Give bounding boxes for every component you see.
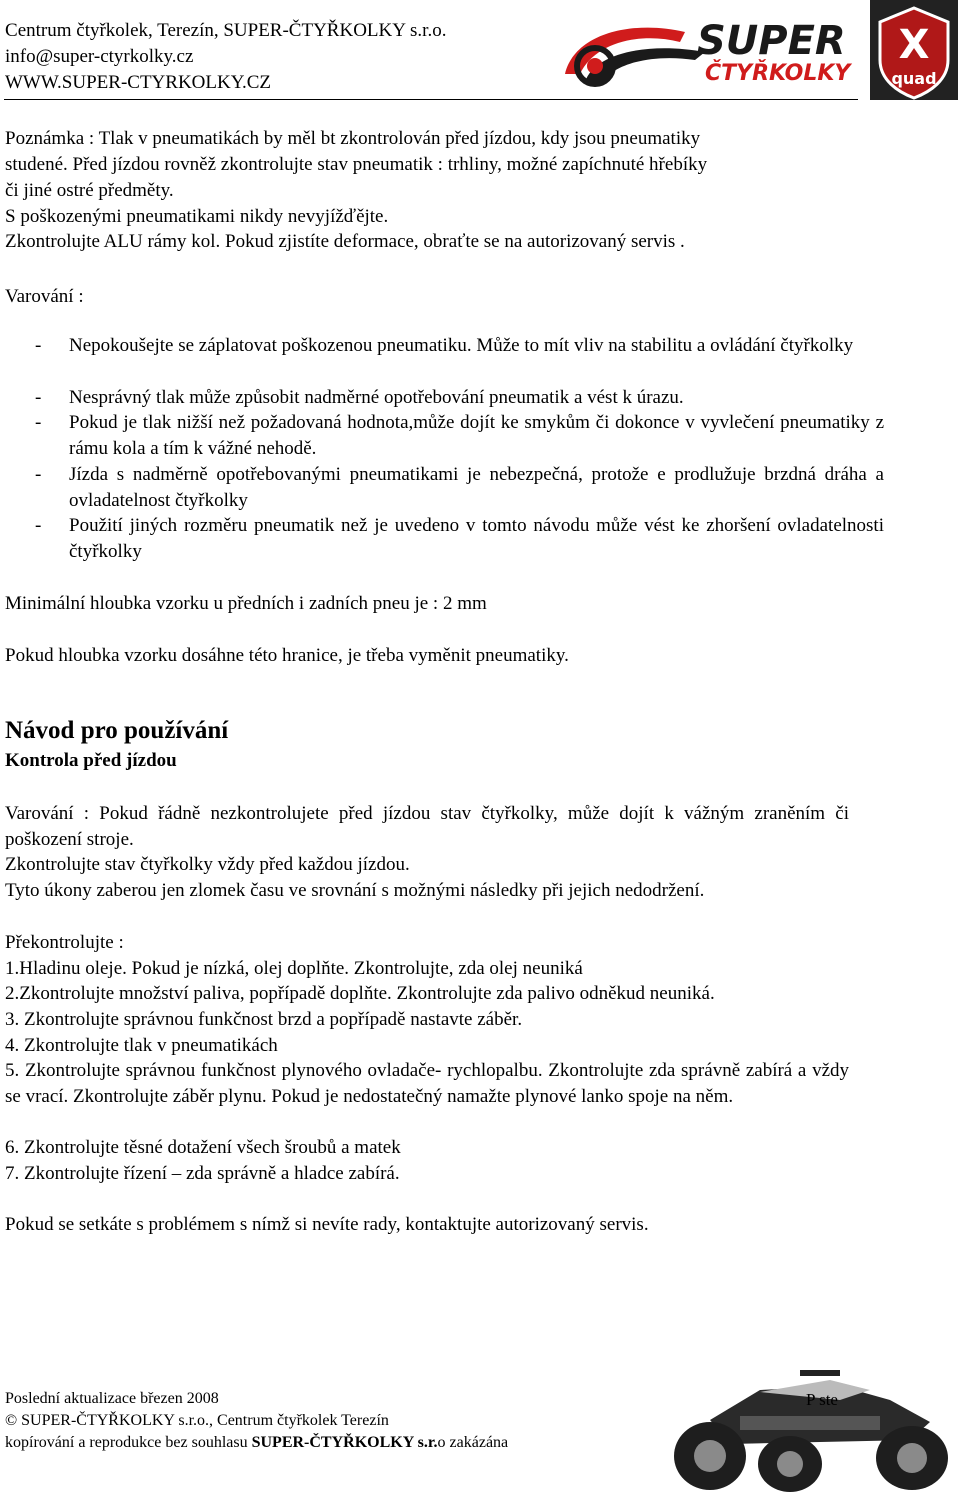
check-item: 6. Zkontrolujte těsné dotažení všech šroubů a matek [5,1137,401,1158]
manual-time-note: Tyto úkony zaberou jen zlomek času ve srovnání s možnými následky při jejich nedodržení. [5,880,705,901]
note-line-5: Zkontrolujte ALU rámy kol. Pokud zjistíte deformace, obraťte se na autorizovaný servis . [5,231,685,252]
page-mark: P ste [806,1390,838,1409]
check-item: 3. Zkontrolujte správnou funkčnost brzd a popřípadě nastavte záběr. [5,1009,523,1030]
bullet-text: Pokud je tlak nižší než požadovaná hodnota,může dojít ke smykům či dokonce v vyvlečení pneumatiky z rámu kola a tím k vážné nehodě. [69,412,884,459]
header-contact [5,18,446,96]
check-item: 7. Zkontrolujte řízení – zda správně a hladce zabírá. [5,1163,400,1184]
super-ctyrkolky-logo [555,2,860,98]
email-link[interactable]: info@super-ctyrkolky.cz [5,46,194,67]
contact-service: Pokud se setkáte s problémem s nímž si nevíte rady, kontaktujte autorizovaný servis. [5,1214,649,1235]
badge-text: quad [891,69,937,88]
badge-letter: X [898,22,930,68]
company-initial: C [5,20,18,41]
copy-bold: SUPER-ČTYŘKOLKY s.r. [251,1434,438,1451]
manual-title: Návod pro používání [5,717,229,744]
bullet-text: Jízda s nadměrně opotřebovanými pneumatikami je nebezpečná, protože e prodlužuje brzdná dráha a ovladatelnost čtyřkolky [69,464,884,511]
check-item: 2.Zkontrolujte množství paliva, popřípadě doplňte. Zkontrolujte zda palivo odněkud neuniká. [5,983,715,1004]
warning-label: Varování : [5,286,84,307]
note-line-1: Poznámka : Tlak v pneumatikách by měl bt zkontrolován před jízdou, kdy jsou pneumatiky [5,128,701,149]
copy-prefix: kopírování a reprodukce bez souhlasu [5,1434,252,1451]
logo-text-super: SUPER [697,18,846,64]
recheck-label: Překontrolujte : [5,932,124,953]
bullet-dash: - [35,464,42,485]
company-name: entrum čtyřkolek, Terezín, SUPER-ČTYŘKOLKY s.r.o. [17,20,447,41]
bullet-dash: - [35,335,42,356]
note-line-2: studené. Před jízdou rovněž zkontrolujte stav pneumatik : trhliny, možné zapíchnuté hřebíky [5,154,708,175]
x-quad-badge [870,0,958,100]
manual-subtitle: Kontrola před jízdou [5,750,177,771]
header-divider [4,99,858,100]
website-link[interactable]: WWW.SUPER-CTYRKOLKY.CZ [5,72,272,93]
bullet-text: Nesprávný tlak může způsobit nadměrné opotřebování pneumatik a vést k úrazu. [69,387,684,408]
check-item: 1.Hladinu oleje. Pokud je nízká, olej doplňte. Zkontrolujte, zda olej neuniká [5,958,583,979]
atv-quad-image [640,1360,958,1492]
bullet-dash: - [35,412,42,433]
copy-suffix: o zakázána [437,1434,509,1451]
tread-min-depth: Minimální hloubka vzorku u předních i zadních pneu je : 2 mm [5,593,487,614]
note-line-3: či jiné ostré předměty. [5,180,174,201]
footer-copy-notice [5,1432,508,1454]
manual-warning-paragraph: Varování : Pokud řádně nezkontrolujete před jízdou stav čtyřkolky, může dojít k vážným zraněním či poškození stroje. [5,803,849,850]
tread-replace: Pokud hloubka vzorku dosáhne této hranice, je třeba vyměnit pneumatiky. [5,645,569,666]
bullet-dash: - [35,387,42,408]
bullet-text: Použití jiných rozměru pneumatik než je uvedeno v tomto návodu může vést ke zhoršení ovladatelnosti čtyřkolky [69,515,884,562]
manual-check-always: Zkontrolujte stav čtyřkolky vždy před každou jízdou. [5,854,410,875]
check-item: 5. Zkontrolujte správnou funkčnost plynového ovladače- rychlopalbu. Zkontrolujte zda správně zabírá a vždy se vrací. Zkontrolujte záběr plynu. Pokud je nedostatečný namažte plynové lanko spoje na něm. [5,1060,849,1107]
footer-updated: Poslední aktualizace březen 2008 [5,1390,219,1407]
footer-copyright: © SUPER-ČTYŘKOLKY s.r.o., Centrum čtyřkolek Terezín [5,1412,389,1429]
bullet-dash: - [35,515,42,536]
check-item: 4. Zkontrolujte tlak v pneumatikách [5,1035,278,1056]
footer [5,1388,508,1454]
logo-text-ctyrkolky: ČTYŘKOLKY [705,61,851,86]
company-line [5,18,446,44]
bullet-text: Nepokoušejte se záplatovat poškozenou pneumatiku. Může to mít vliv na stabilitu a ovládání čtyřkolky [69,335,854,356]
note-line-4: S poškozenými pneumatikami nikdy nevyjížďějte. [5,206,389,227]
